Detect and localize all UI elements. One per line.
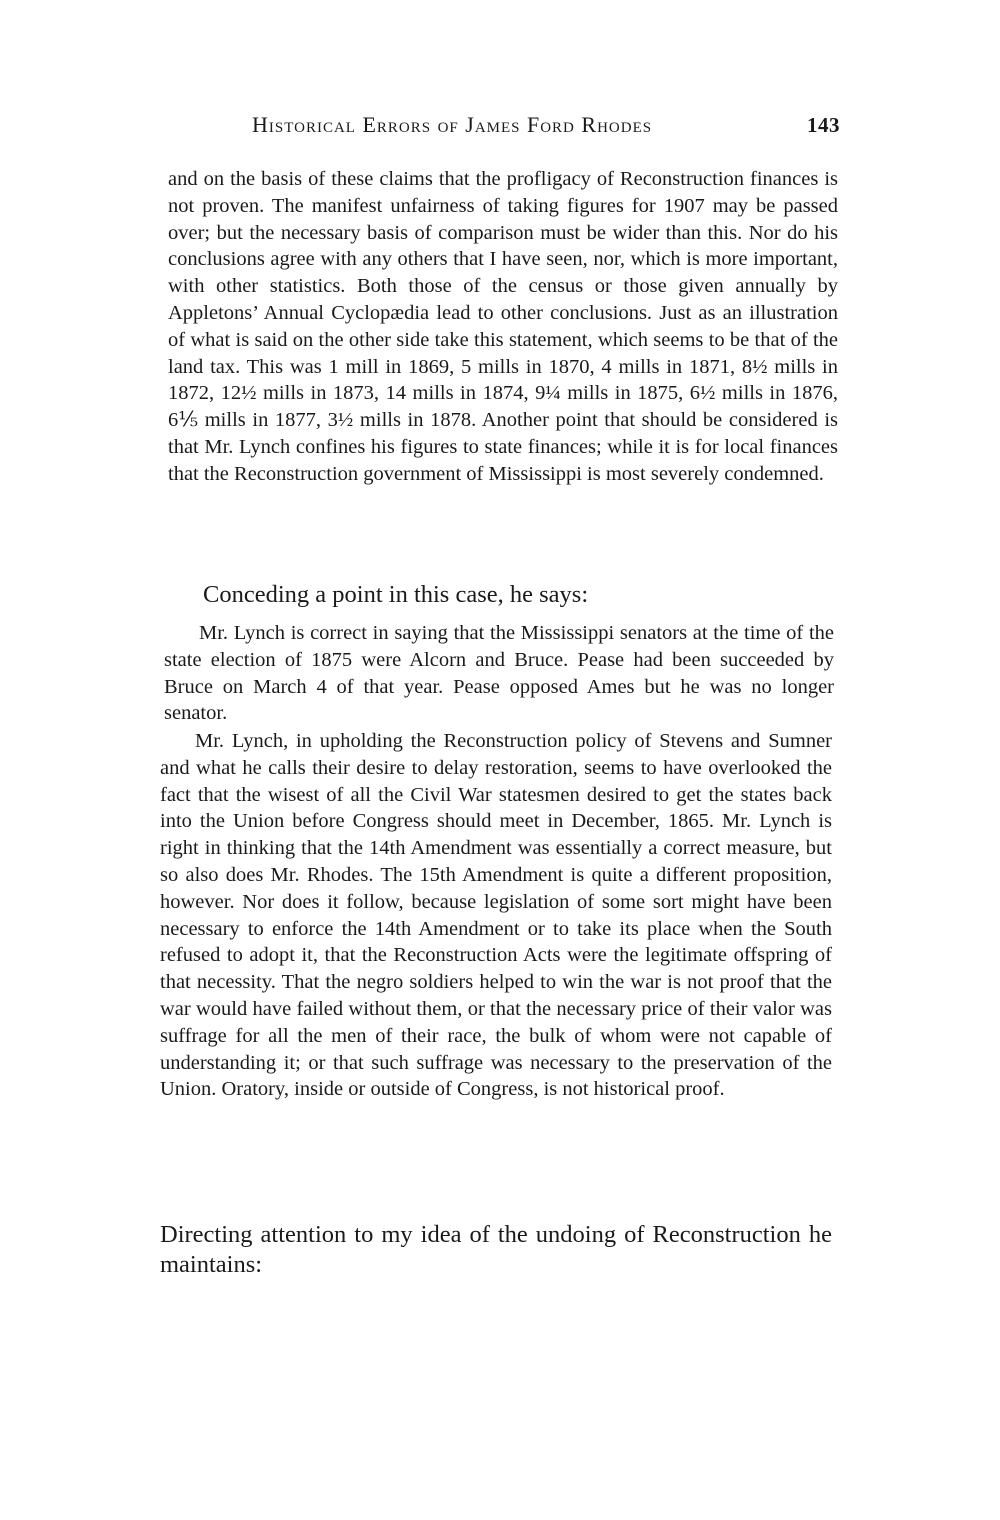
quoted-paragraph: Mr. Lynch is correct in saying that the Mississippi senators at the time of the state election of 1875 were Alcorn and Bruce. Pease had been succeeded by Bruce on March 4 of that year. Pease opposed Ames but he was no longer senator. (164, 622, 834, 725)
running-title: Historical Errors of James Ford Rhodes (252, 112, 653, 137)
quoted-paragraph: Mr. Lynch, in upholding the Reconstruction policy of Stevens and Sumner and what he calls their desire to delay restoration, seems to have overlooked the fact that the wisest of all the Civil War statesmen desired to get the states back into the Union before Congress should meet in December, 1865. Mr. Lynch is right in thinking that the 14th Amendment was essentially a correct measure, but so also does Mr. Rhodes. The 15th Amendment is quite a different proposition, however. Nor does it follow, because legislation of some sort might have been necessary to enforce the 14th Amendment or to take its place when the South refused to adopt it, that the Reconstruction Acts were the legitimate offspring of that necessity. That the negro soldiers helped to win the war is not proof that the war would have failed without them, or that the necessary price of their valor was suffrage for all the men of their race, the bulk of whom were not capable of understanding it; or that such suffrage was necessary to the preservation of the Union. Oratory, inside or outside of Congress, is not historical proof. (160, 730, 832, 1101)
body-paragraph: and on the basis of these claims that the profligacy of Reconstruction finances is not proven. The manifest unfairness of taking figures for 1907 may be passed over; but the necessary basis of comparison must be wider than this. Nor do his conclusions agree with any others that I have seen, nor, which is more important, with other statistics. Both those of the census or those given annually by Appletons’ Annual Cyclopædia lead to other conclusions. Just as an illustration of what is said on the other side take this statement, which seems to be that of the land tax. This was 1 mill in 1869, 5 mills in 1870, 4 mills in 1871, 8½ mills in 1872, 12½ mills in 1873, 14 mills in 1874, 9¼ mills in 1875, 6½ mills in 1876, 6⅕ mills in 1877, 3½ mills in 1878. Another point that should be considered is that Mr. Lynch confines his figures to state finances; while it is for local finances that the Reconstruction government of Mississippi is most severely condemned. (168, 168, 838, 485)
lead-in-sentence: Conceding a point in this case, he says: (203, 581, 589, 608)
page-number: 143 (807, 113, 840, 137)
lead-in-sentence: Directing attention to my idea of the undoing of Reconstruction he maintains: (160, 1221, 832, 1278)
running-head (252, 112, 840, 146)
